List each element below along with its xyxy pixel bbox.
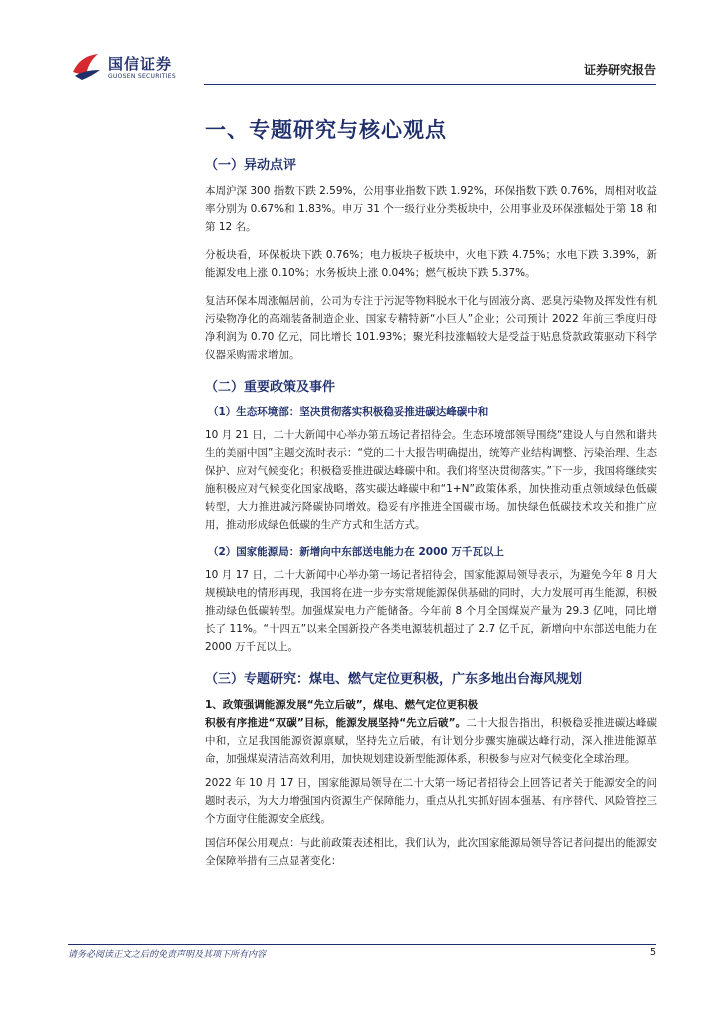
guosen-logo — [70, 50, 210, 86]
paragraph-guosen-view: 国信环保公用观点：与此前政策表述相比，我们认为，此次国家能源局领导答记者问提出的能源安全保障举措有三点显著变化： — [205, 837, 657, 867]
research-point-text — [205, 714, 657, 768]
research-point-body: 二十大报告指出，积极稳妥推进碳达峰碳中和，立足我国能源资源禀赋，坚持先立后破，有计划分步骤实施碳达峰行动，深入推进能源革命，加强煤炭清洁高效利用，加快规划建设新型能源体系，积极参与应对气候变化全球治理。 — [205, 717, 658, 765]
guosen-logo-icon — [70, 50, 104, 84]
subsection-title-anomaly: （一）异动点评 — [205, 158, 297, 173]
logo-text-en: GUOSEN SECURITIES — [108, 73, 177, 80]
report-type-label: 证券研究报告 — [583, 63, 656, 77]
paragraph-energy-security: 2022 年 10 月 17 日，国家能源局领导在二十大第一场记者招待会上回答记者关于能源安全的问题时表示，为大力增强国内资源生产保障能力，重点从扎实抓好固本强基、有序替代、风险管控三个方面守住能源安全底线。 — [205, 777, 657, 825]
policy-item-title-mee: （1）生态环境部：坚决贯彻落实积极稳妥推进碳达峰碳中和 — [208, 406, 489, 418]
policy-item-text-nea: 10 月 17 日，二十大新闻中心举办第一场记者招待会，国家能源局领导表示，为避免今年 8 月大规模缺电的情形再现，我国将在进一步夯实常规能源保供基础的同时，大力发展可再生能源，积极推动绿色低碳转型。加强煤炭电力产能储备。今年前 8 个月全国煤炭产量为 29.3 亿吨，同比增长了 11%。“十四五”以来全国新投产各类电源装机超过了 2.7 亿千瓦，新增向中东部送电能力在 2000 万千瓦以上。 — [205, 569, 657, 653]
footer-disclaimer: 请务必阅读正文之后的免责声明及其项下所有内容 — [68, 950, 267, 960]
page-header — [0, 0, 724, 100]
paragraph-top-gainers: 复洁环保本周涨幅居前，公司为专注于污泥等物料脱水干化与固液分离、恶臭污染物及挥发性有机污染物净化的高端装备制造企业、国家专精特新“小巨人”企业；公司预计 2022 年前三季度归母净利润为 0.70 亿元，同比增长 101.93%；聚光科技涨幅较大是受益于贴息贷款政策驱动下科学仪器采购需求增加。 — [205, 295, 657, 361]
page-number: 5 — [649, 947, 656, 958]
paragraph-sector-performance: 分板块看，环保板块下跌 0.76%；电力板块子板块中，火电下跌 4.75%；水电下跌 3.39%，新能源发电上涨 0.10%；水务板块上涨 0.04%；燃气板块下跌 5.37%。 — [205, 249, 657, 279]
subsection-title-policy: （二）重要政策及事件 — [205, 380, 336, 395]
footer-divider — [68, 944, 656, 945]
subsection-title-research: （三）专题研究：煤电、燃气定位更积极，广东多地出台海风规划 — [205, 672, 583, 687]
policy-item-text-mee: 10 月 21 日，二十大新闻中心举办第五场记者招待会。生态环境部领导围绕“建设人与自然和谐共生的美丽中国”主题交流时表示：“党的二十大报告明确提出，统筹产业结构调整、污染治理、生态保护、应对气候变化；积极稳妥推进碳达峰碳中和。我们将坚决贯彻落实。”下一步，我国将继续实施积极应对气候变化国家战略，落实碳达峰碳中和“1+N”政策体系，加快推动重点领域绿色低碳转型，大力推进减污降碳协同增效。稳妥有序推进全国碳市场。加快绿色低碳技术攻关和推广应用，推动形成绿色低碳的生产方式和生活方式。 — [205, 429, 657, 531]
paragraph-index-performance: 本周沪深 300 指数下跌 2.59%，公用事业指数下跌 1.92%，环保指数下跌 0.76%，周相对收益率分别为 0.67%和 1.83%。申万 31 个一级行业分类板块中，公用事业及环保涨幅处于第 18 和第 12 名。 — [205, 185, 657, 233]
research-point-title: 1、政策强调能源发展“先立后破”，煤电、燃气定位更积极 — [205, 699, 479, 711]
section-title: 一、专题研究与核心观点 — [205, 118, 447, 142]
logo-text-cn: 国信证券 — [108, 55, 173, 73]
policy-item-title-nea: （2）国家能源局：新增向中东部送电能力在 2000 万千瓦以上 — [208, 546, 504, 558]
header-divider — [204, 84, 656, 85]
report-body — [205, 108, 657, 876]
research-point-lead: 积极有序推进“双碳”目标，能源发展坚持“先立后破”。 — [205, 717, 467, 729]
